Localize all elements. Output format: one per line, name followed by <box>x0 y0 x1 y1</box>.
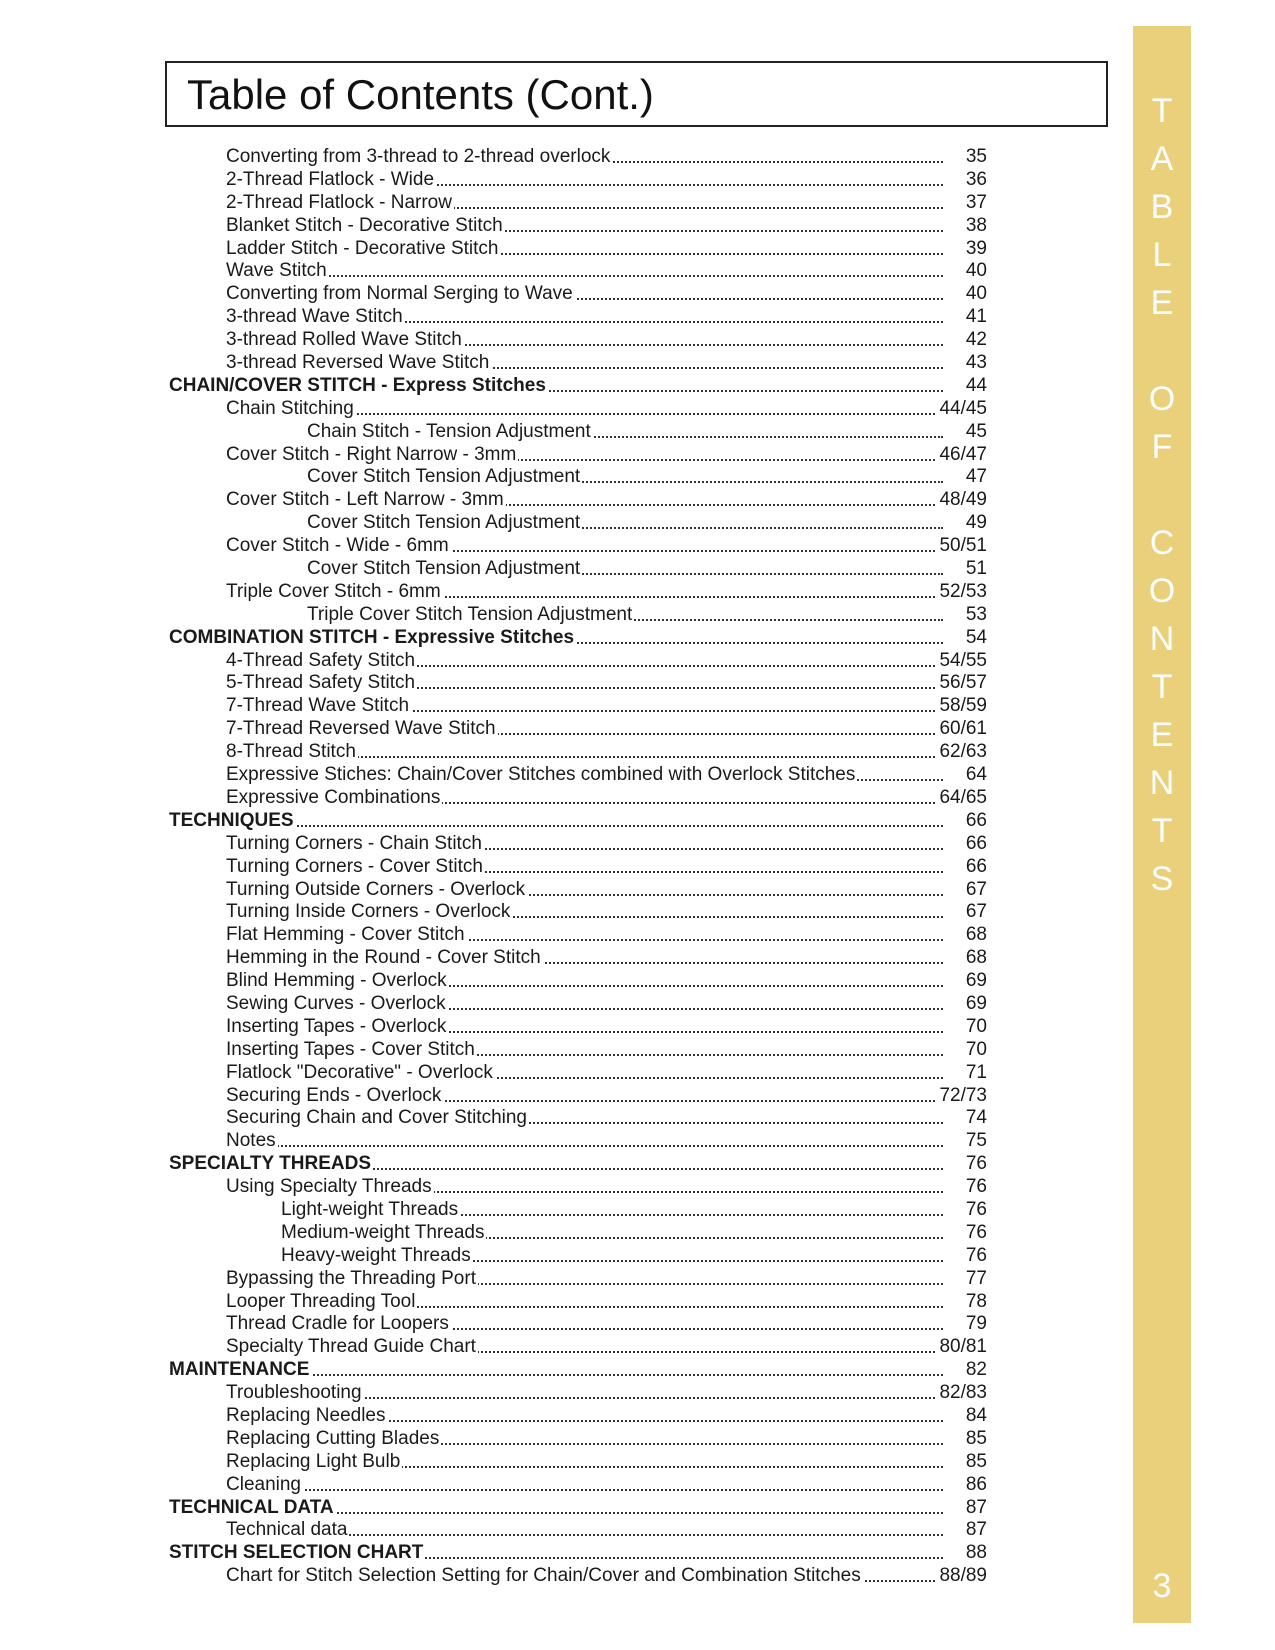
toc-page-number: 60/61 <box>936 718 987 741</box>
toc-label: Cover Stitch - Left Narrow - 3mm <box>226 489 504 511</box>
toc-entry <box>0 787 1000 810</box>
toc-page-number: 82 <box>963 1359 987 1382</box>
toc-section <box>0 810 1000 833</box>
side-tab-letter: L <box>1152 236 1172 274</box>
toc-page-number: 46/47 <box>936 444 987 467</box>
toc-label: Expressive Stiches: Chain/Cover Stitches combined with Overlock Stitches <box>226 764 856 786</box>
side-tab-letter: F <box>1151 428 1173 466</box>
toc-page-number: 70 <box>963 1039 987 1062</box>
toc-entry <box>0 444 1000 467</box>
toc-page-number: 87 <box>963 1497 987 1520</box>
toc-page-number: 67 <box>963 901 987 924</box>
toc-entry <box>0 306 1000 329</box>
toc-label: Inserting Tapes - Cover Stitch <box>226 1038 475 1060</box>
toc-label: Chain Stitch - Tension Adjustment <box>307 420 591 442</box>
toc-entry <box>0 924 1000 947</box>
toc-label: Flat Hemming - Cover Stitch <box>226 924 465 946</box>
toc-entry <box>0 856 1000 879</box>
toc-page-number: 76 <box>963 1153 987 1176</box>
toc-page-number: 66 <box>963 856 987 879</box>
toc-page-number: 66 <box>963 833 987 856</box>
toc-page-number: 72/73 <box>936 1085 987 1108</box>
toc-page-number: 70 <box>963 1016 987 1039</box>
toc-page-number: 62/63 <box>936 741 987 764</box>
toc-entry <box>0 718 1000 741</box>
toc-entry <box>0 970 1000 993</box>
toc-label: Inserting Tapes - Overlock <box>226 1015 447 1037</box>
toc-entry <box>0 558 1000 581</box>
toc-page-number: 79 <box>963 1313 987 1336</box>
toc-entry <box>0 260 1000 283</box>
toc-entry <box>0 398 1000 421</box>
dot-leader <box>226 1489 943 1491</box>
side-tab-letter: T <box>1151 92 1173 130</box>
toc-entry <box>0 1313 1000 1336</box>
toc-label: Sewing Curves - Overlock <box>226 992 446 1014</box>
toc-page-number: 58/59 <box>936 695 987 718</box>
toc-section <box>0 375 1000 398</box>
toc-entry <box>0 1336 1000 1359</box>
toc-label: Blind Hemming - Overlock <box>226 970 447 992</box>
toc-label: Light-weight Threads <box>281 1198 459 1220</box>
toc-label: Expressive Combinations <box>226 786 441 808</box>
toc-label: Looper Threading Tool <box>226 1290 416 1312</box>
toc-entry <box>0 215 1000 238</box>
side-tab-letter: E <box>1150 716 1174 754</box>
toc-page-number: 88 <box>963 1542 987 1565</box>
side-tab-letter: B <box>1150 188 1174 226</box>
title-box <box>165 61 1108 127</box>
toc-label: 7-Thread Reversed Wave Stitch <box>226 718 496 740</box>
toc-page-number: 84 <box>963 1405 987 1428</box>
toc-label: Replacing Light Bulb <box>226 1450 401 1472</box>
toc-page-number: 76 <box>963 1176 987 1199</box>
toc-label: Securing Chain and Cover Stitching <box>226 1107 528 1129</box>
toc-page-number: 68 <box>963 947 987 970</box>
toc-entry <box>0 489 1000 512</box>
toc-page-number: 43 <box>963 352 987 375</box>
page-title: Table of Contents (Cont.) <box>187 71 654 118</box>
toc-label: Chart for Stitch Selection Setting for Chain/Cover and Combination Stitches <box>226 1565 861 1587</box>
toc-entry <box>0 1107 1000 1130</box>
toc-label: Troubleshooting <box>226 1382 362 1404</box>
toc-label: CHAIN/COVER STITCH - Express Stitches <box>169 374 546 396</box>
toc-page-number: 76 <box>963 1199 987 1222</box>
toc-page-number: 80/81 <box>936 1336 987 1359</box>
toc-page-number: 52/53 <box>936 581 987 604</box>
toc-page-number: 38 <box>963 215 987 238</box>
toc-label: Replacing Needles <box>226 1404 386 1426</box>
side-tab-letter: T <box>1151 812 1173 850</box>
toc-page-number: 48/49 <box>936 489 987 512</box>
side-tab-letter: O <box>1148 572 1176 610</box>
toc-page-number: 50/51 <box>936 535 987 558</box>
toc-page-number: 44/45 <box>936 398 987 421</box>
toc-page-number: 42 <box>963 329 987 352</box>
toc-page-number: 76 <box>963 1245 987 1268</box>
toc-entry <box>0 1474 1000 1497</box>
toc-label: 4-Thread Safety Stitch <box>226 649 416 671</box>
toc-page-number: 56/57 <box>936 672 987 695</box>
toc-label: Ladder Stitch - Decorative Stitch <box>226 237 499 259</box>
toc-entry <box>0 169 1000 192</box>
toc-label: SPECIALTY THREADS <box>169 1153 371 1175</box>
toc-entry <box>0 1565 1000 1588</box>
toc-page-number: 64 <box>963 764 987 787</box>
page-number: 3 <box>1152 1567 1172 1605</box>
toc-label: Turning Corners - Chain Stitch <box>226 832 482 854</box>
toc-page-number: 49 <box>963 512 987 535</box>
toc-page-number: 51 <box>963 558 987 581</box>
toc-entry <box>0 1291 1000 1314</box>
side-tab-letter: N <box>1149 620 1175 658</box>
side-tab-letter: N <box>1149 764 1175 802</box>
toc-page-number: 67 <box>963 879 987 902</box>
toc-label: MAINTENANCE <box>169 1359 310 1381</box>
toc-entry <box>0 1199 1000 1222</box>
side-tab-letter: A <box>1150 140 1174 178</box>
toc-label: COMBINATION STITCH - Expressive Stitches <box>169 626 575 648</box>
toc-section <box>0 1542 1000 1565</box>
toc-page-number: 36 <box>963 169 987 192</box>
toc-section <box>0 627 1000 650</box>
toc-entry <box>0 1382 1000 1405</box>
toc-page-number: 39 <box>963 238 987 261</box>
toc-label: 2-Thread Flatlock - Narrow <box>226 191 452 213</box>
side-tab-letter: C <box>1149 524 1175 562</box>
toc-section <box>0 1497 1000 1520</box>
side-tab-letter: O <box>1148 380 1176 418</box>
toc-label: Converting from Normal Serging to Wave <box>226 283 573 305</box>
toc-label: 3-thread Rolled Wave Stitch <box>226 329 462 351</box>
toc-label: Cover Stitch Tension Adjustment <box>307 558 581 580</box>
toc-page-number: 44 <box>963 375 987 398</box>
toc-entry <box>0 421 1000 444</box>
toc-label: Heavy-weight Threads <box>281 1244 471 1266</box>
toc-entry <box>0 1085 1000 1108</box>
toc-page-number: 66 <box>963 810 987 833</box>
toc-section <box>0 1153 1000 1176</box>
toc-entry <box>0 764 1000 787</box>
side-tab-letter: S <box>1150 860 1174 898</box>
dot-leader <box>226 1145 943 1147</box>
toc-page-number: 86 <box>963 1474 987 1497</box>
toc-entry <box>0 901 1000 924</box>
toc-page-number: 71 <box>963 1062 987 1085</box>
toc-entry <box>0 1016 1000 1039</box>
toc-label: Converting from 3-thread to 2-thread overlock <box>226 146 611 167</box>
table-of-contents <box>0 146 1000 1588</box>
toc-page-number: 77 <box>963 1268 987 1291</box>
toc-label: STITCH SELECTION CHART <box>169 1542 424 1564</box>
toc-page-number: 54 <box>963 627 987 650</box>
toc-label: Turning Inside Corners - Overlock <box>226 901 511 923</box>
dot-leader <box>226 275 943 277</box>
toc-page-number: 75 <box>963 1130 987 1153</box>
toc-page-number: 85 <box>963 1428 987 1451</box>
toc-entry <box>0 1222 1000 1245</box>
toc-label: 5-Thread Safety Stitch <box>226 672 416 694</box>
toc-label: Thread Cradle for Loopers <box>226 1313 449 1335</box>
toc-page-number: 64/65 <box>936 787 987 810</box>
side-tab-letter: T <box>1151 668 1173 706</box>
toc-entry <box>0 1428 1000 1451</box>
toc-entry <box>0 1451 1000 1474</box>
toc-label: Triple Cover Stitch - 6mm <box>226 580 441 602</box>
toc-entry <box>0 238 1000 261</box>
toc-label: Notes <box>226 1130 276 1152</box>
toc-label: 8-Thread Stitch <box>226 741 356 763</box>
side-tab-letter: E <box>1150 284 1174 322</box>
toc-label: Medium-weight Threads <box>281 1221 485 1243</box>
toc-entry <box>0 352 1000 375</box>
toc-entry <box>0 512 1000 535</box>
toc-label: Bypassing the Threading Port <box>226 1267 476 1289</box>
toc-entry <box>0 146 1000 169</box>
toc-page-number: 35 <box>963 146 987 169</box>
toc-page-number: 47 <box>963 466 987 489</box>
toc-page-number: 69 <box>963 993 987 1016</box>
toc-label: Using Specialty Threads <box>226 1176 432 1198</box>
toc-page-number: 78 <box>963 1291 987 1314</box>
toc-entry <box>0 1130 1000 1153</box>
toc-label: 2-Thread Flatlock - Wide <box>226 168 435 190</box>
toc-label: Hemming in the Round - Cover Stitch <box>226 947 541 969</box>
toc-label: Flatlock "Decorative" - Overlock <box>226 1061 493 1083</box>
toc-entry <box>0 695 1000 718</box>
toc-label: Cover Stitch Tension Adjustment <box>307 512 581 534</box>
toc-page-number: 76 <box>963 1222 987 1245</box>
toc-entry <box>0 1039 1000 1062</box>
toc-label: Cleaning <box>226 1473 301 1495</box>
toc-label: Chain Stitching <box>226 397 354 419</box>
toc-label: Cover Stitch Tension Adjustment <box>307 466 581 488</box>
toc-label: TECHNICAL DATA <box>169 1496 334 1518</box>
toc-page-number: 82/83 <box>936 1382 987 1405</box>
toc-entry <box>0 672 1000 695</box>
toc-page-number: 87 <box>963 1519 987 1542</box>
toc-label: 7-Thread Wave Stitch <box>226 695 410 717</box>
toc-entry <box>0 1062 1000 1085</box>
toc-entry <box>0 947 1000 970</box>
toc-label: 3-thread Wave Stitch <box>226 306 403 328</box>
toc-label: Triple Cover Stitch Tension Adjustment <box>307 603 633 625</box>
toc-label: Replacing Cutting Blades <box>226 1427 440 1449</box>
toc-section <box>0 1359 1000 1382</box>
toc-label: 3-thread Reversed Wave Stitch <box>226 352 490 374</box>
toc-label: Turning Outside Corners - Overlock <box>226 878 526 900</box>
toc-page-number: 68 <box>963 924 987 947</box>
toc-entry <box>0 1176 1000 1199</box>
toc-label: Securing Ends - Overlock <box>226 1084 442 1106</box>
toc-page-number: 40 <box>963 283 987 306</box>
toc-page-number: 88/89 <box>936 1565 987 1588</box>
toc-entry <box>0 650 1000 673</box>
toc-entry <box>0 466 1000 489</box>
toc-entry <box>0 1519 1000 1542</box>
toc-entry <box>0 993 1000 1016</box>
toc-page-number: 37 <box>963 192 987 215</box>
toc-page-number: 54/55 <box>936 650 987 673</box>
toc-entry <box>0 1245 1000 1268</box>
toc-page-number: 45 <box>963 421 987 444</box>
toc-entry <box>0 604 1000 627</box>
toc-page-number: 74 <box>963 1107 987 1130</box>
toc-entry <box>0 879 1000 902</box>
toc-label: Cover Stitch - Wide - 6mm <box>226 535 449 557</box>
toc-entry <box>0 535 1000 558</box>
toc-entry <box>0 192 1000 215</box>
toc-entry <box>0 741 1000 764</box>
toc-label: Cover Stitch - Right Narrow - 3mm <box>226 443 517 465</box>
toc-entry <box>0 283 1000 306</box>
toc-label: Blanket Stitch - Decorative Stitch <box>226 214 503 236</box>
toc-page-number: 40 <box>963 260 987 283</box>
toc-entry <box>0 1405 1000 1428</box>
toc-page-number: 41 <box>963 306 987 329</box>
toc-label: Specialty Thread Guide Chart <box>226 1336 476 1358</box>
toc-label: Turning Corners - Cover Stitch <box>226 855 483 877</box>
toc-entry <box>0 329 1000 352</box>
toc-label: Technical data <box>226 1519 348 1541</box>
toc-label: Wave Stitch <box>226 260 327 282</box>
toc-entry <box>0 1268 1000 1291</box>
toc-entry <box>0 833 1000 856</box>
toc-entry <box>0 581 1000 604</box>
toc-page-number: 53 <box>963 604 987 627</box>
side-tab <box>1133 26 1191 1623</box>
toc-page-number: 85 <box>963 1451 987 1474</box>
toc-label: TECHNIQUES <box>169 809 294 831</box>
toc-page-number: 69 <box>963 970 987 993</box>
